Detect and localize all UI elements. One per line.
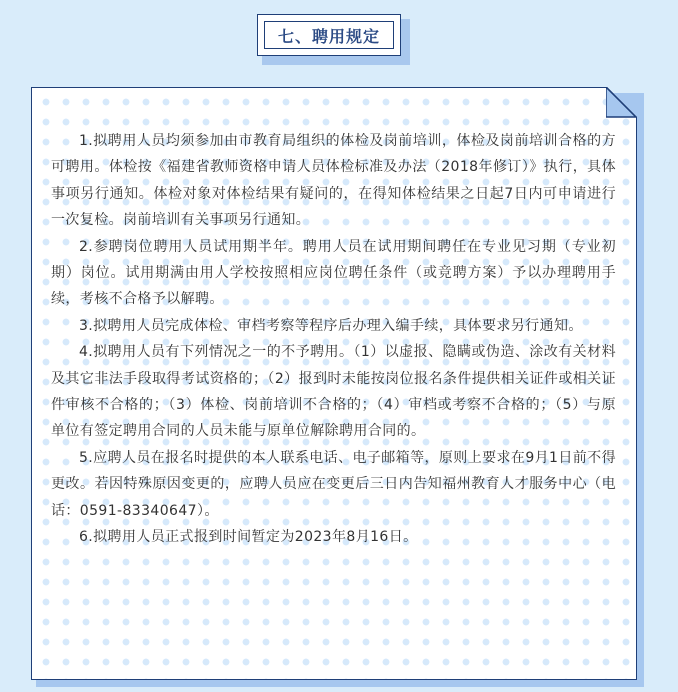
rule-paragraph-3: 3.拟聘用人员完成体检、审档考察等程序后办理入编手续，具体要求另行通知。	[79, 317, 583, 334]
rule-paragraph-5: 5.应聘人员在报名时提供的本人联系电话、电子邮箱等，原则上要求在9月1日前不得更改。若因特殊原因变更的，应聘人员应在变更后三日内告知福州教育人才服务中心（电话：0591-83340647）。	[51, 449, 616, 519]
rule-paragraph-1: 1.拟聘用人员均须参加由市教育局组织的体检及岗前培训，体检及岗前培训合格的方可聘用。体检按《福建省教师资格申请人员体检标准及办法（2018年修订）》执行，具体事项另行通知。体检对象对体检结果有疑问的，在得知体检结果之日起7日内可申请进行一次复检。岗前培训有关事项另行通知。	[51, 133, 616, 229]
section-title-inner-frame	[264, 21, 394, 49]
section-title-badge	[257, 14, 401, 56]
rule-paragraph-6: 6.拟聘用人员正式报到时间暂定为2023年8月16日。	[79, 529, 418, 546]
folded-corner-icon	[606, 87, 637, 118]
section-title: 七、聘用规定	[277, 26, 380, 46]
rule-paragraph-4: 4.拟聘用人员有下列情况之一的不予聘用。（1）以虚报、隐瞒或伪造、涂改有关材料及其它非法手段取得考试资格的；（2）报到时未能按岗位报名条件提供相关证件或相关证件审核不合格的；（3）体检、岗前培训不合格的；（4）审档或考察不合格的；（5）与原单位有签定聘用合同的人员未能与原单位解除聘用合同的。	[51, 344, 616, 440]
rules-text	[51, 128, 616, 551]
rule-paragraph-2: 2.参聘岗位聘用人员试用期半年。聘用人员在试用期间聘任在专业见习期（专业初期）岗位。试用期满由用人学校按照相应岗位聘任条件（或竞聘方案）予以办理聘用手续，考核不合格予以解聘。	[51, 238, 616, 308]
